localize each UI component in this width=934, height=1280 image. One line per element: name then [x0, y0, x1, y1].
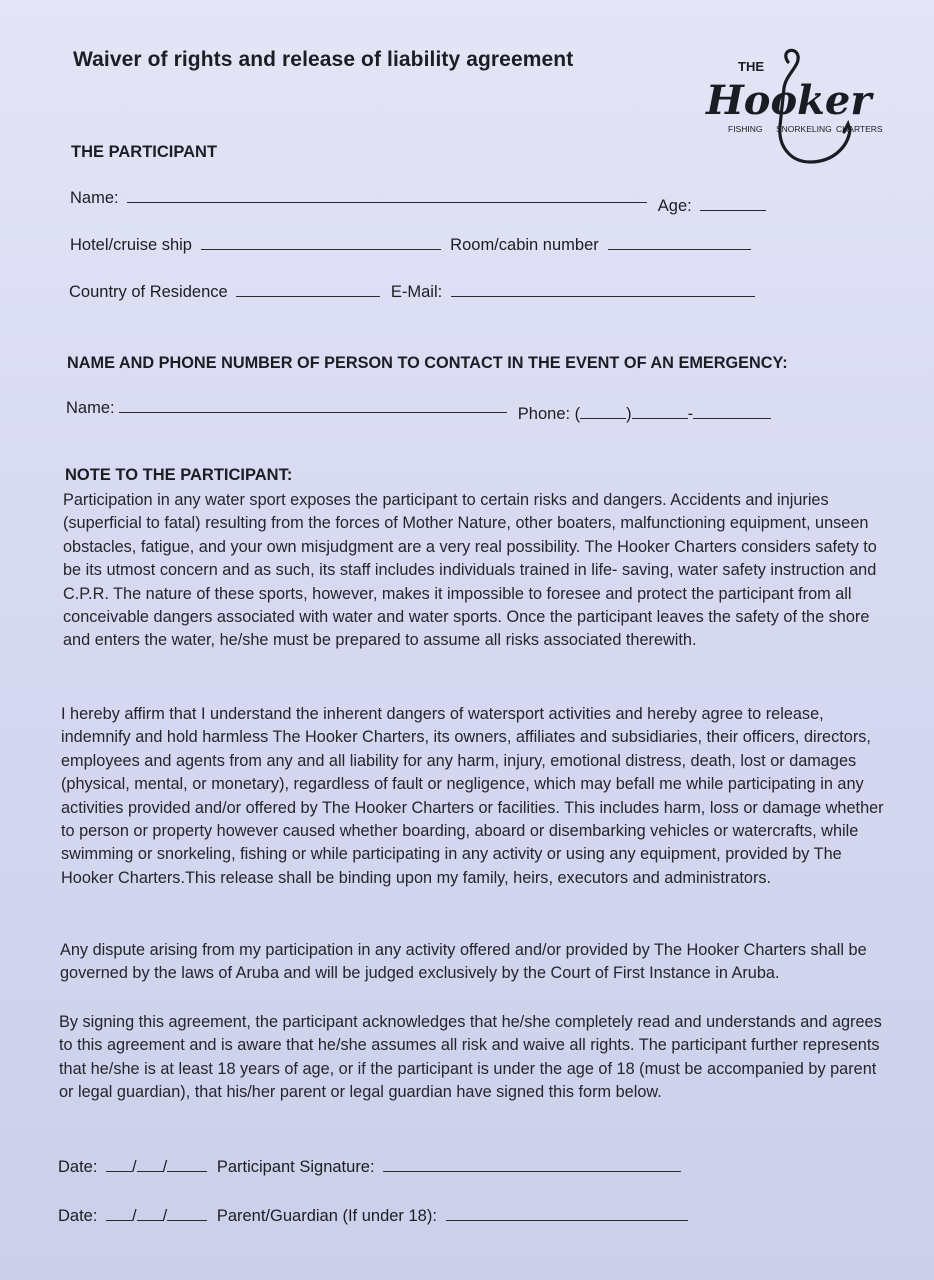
date-slash: / — [132, 1207, 137, 1225]
note-heading: NOTE TO THE PARTICIPANT: — [65, 466, 293, 484]
participant-heading: THE PARTICIPANT — [71, 143, 218, 161]
logo-name: Hooker — [706, 77, 872, 124]
hotel-input-line[interactable] — [201, 235, 441, 250]
date-month-line[interactable] — [106, 1157, 132, 1172]
note-paragraph-3: Any dispute arising from my participation in any activity offered and/or provided by The Hooker Charters shall be governed by the laws of Aruba and will be judged exclusively by the Court of First Instance in Aruba. — [60, 941, 867, 983]
age-input-line[interactable] — [700, 196, 766, 211]
date-slash: / — [162, 1158, 168, 1176]
hotel-label: Hotel/cruise ship — [70, 236, 192, 254]
emergency-heading: NAME AND PHONE NUMBER OF PERSON TO CONTACT IN THE EVENT OF AN EMERGENCY: — [67, 354, 788, 372]
guardian-signature-label: Parent/Guardian (If under 18): — [216, 1207, 437, 1225]
date-day-line[interactable] — [137, 1157, 163, 1172]
phone-dash: - — [687, 405, 694, 423]
date-day-line[interactable] — [137, 1206, 163, 1221]
phone-label: Phone: ( — [517, 405, 581, 423]
room-input-line[interactable] — [608, 235, 751, 250]
phone-area-code-line[interactable] — [580, 404, 626, 419]
document-title: Waiver of rights and release of liability agreement — [73, 48, 574, 71]
guardian-signature-line[interactable] — [446, 1206, 688, 1221]
logo-tagline-snorkeling: SNORKELING — [776, 124, 832, 134]
participant-signature-row — [58, 1157, 681, 1177]
date-year-line[interactable] — [167, 1157, 207, 1172]
hotel-row — [70, 235, 751, 255]
note-paragraph-1: Participation in any water sport exposes the participant to certain risks and dangers. Accidents and injuries (superficial to fatal) resulting from the forces of Mother Nature, other boaters, malfunctioning equipment, unseen obstacles, fatigue, and your own misjudgment are a very real possibility. The Hooker Charters considers safety to be its utmost concern and as such, its staff includes individuals trained in life- saving, water safety instruction and C.P.R. The nature of these sports, however, makes it impossible to foresee and protect the participant from all conceivable dangers associated with water and water sports. Once the participant leaves the safety of the shore and enters the water, he/she must be prepared to assume all risks associated therewith. — [63, 491, 877, 650]
country-label: Country of Residence — [69, 283, 228, 301]
date-month-line[interactable] — [106, 1206, 132, 1221]
date-year-line[interactable] — [167, 1206, 207, 1221]
email-input-line[interactable] — [451, 282, 755, 297]
country-input-line[interactable] — [236, 282, 380, 297]
participant-name-row — [70, 188, 766, 215]
name-input-line[interactable] — [127, 188, 647, 203]
participant-signature-line[interactable] — [383, 1157, 681, 1172]
logo-tagline-fishing: FISHING — [728, 124, 763, 134]
date-slash: / — [132, 1158, 137, 1176]
age-label: Age: — [657, 197, 692, 215]
note-paragraph-4: By signing this agreement, the participant acknowledges that he/she completely read and understands and agrees to this agreement and is aware that he/she assumes all risk and waive all rights. The participant further represents that he/she is at least 18 years of age, or if the participant is under the age of 18 (must be accompanied by parent or legal guardian), that his/her parent or legal guardian have signed this form below. — [59, 1013, 882, 1102]
note-paragraph-2: I hereby affirm that I understand the inherent dangers of watersport activities and hereby agree to release, indemnify and hold harmless The Hooker Charters, its owners, affiliates and subsidiaries, their officers, directors, employees and agents from any and all liability for any harm, injury, emotional distress, death, lost or damages (physical, mental, or monetary), regardless of fault or negligence, which may befall me while participating in any activities provided and/or offered by The Hooker Charters or facilities. This includes harm, loss or damage whether to person or property however caused whether boarding, aboard or disembarking vehicles or watercrafts, while swimming or snorkeling, fishing or while participating in any activity or using any equipment, provided by The Hooker Charters.This release shall be binding upon my family, heirs, executors and administrators. — [61, 705, 884, 887]
date-slash: / — [162, 1207, 168, 1225]
logo-the: THE — [738, 59, 764, 74]
date-label: Date: — [58, 1158, 98, 1176]
guardian-signature-row — [58, 1206, 688, 1226]
emergency-name-input-line[interactable] — [119, 398, 507, 413]
room-label: Room/cabin number — [450, 236, 599, 254]
emergency-name-label: Name: — [66, 399, 115, 417]
phone-close-paren: ) — [626, 405, 632, 423]
participant-signature-label: Participant Signature: — [216, 1158, 375, 1176]
emergency-row — [66, 398, 771, 423]
email-label: E-Mail: — [390, 283, 443, 301]
phone-number-line[interactable] — [693, 404, 771, 419]
date-label: Date: — [58, 1207, 98, 1225]
name-label: Name: — [70, 189, 119, 207]
logo-tagline-charters: CHARTERS — [836, 124, 883, 134]
hooker-charters-logo — [700, 44, 890, 174]
phone-prefix-line[interactable] — [632, 404, 688, 419]
country-row — [69, 282, 755, 302]
